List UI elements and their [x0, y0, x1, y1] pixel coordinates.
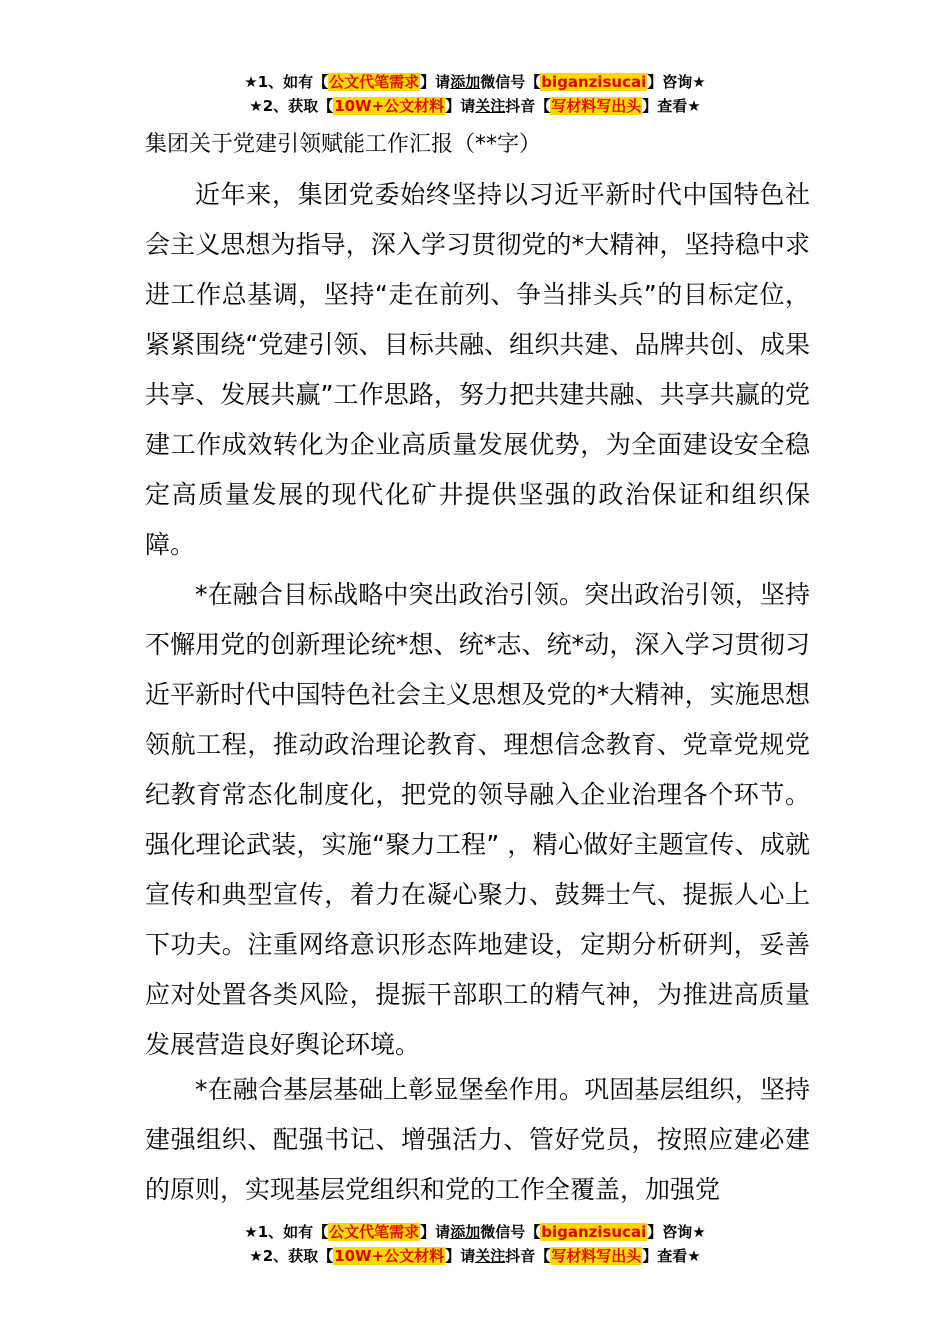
banner-highlight: 公文代笔需求: [329, 1223, 420, 1241]
banner-line-2: [0, 94, 950, 118]
banner-text: 】请: [420, 1223, 451, 1241]
banner-text: 】请: [445, 1247, 476, 1265]
document-title: 集团关于党建引领赋能工作汇报（**字）: [145, 132, 542, 157]
header-banner: [0, 70, 950, 118]
banner-underline: 关注: [475, 97, 506, 115]
banner-underline: 添加: [450, 73, 481, 91]
banner-text: 抖音【: [505, 97, 551, 115]
banner-text: ★1、如有【: [244, 73, 329, 91]
banner-line-1: [0, 70, 950, 94]
banner-text: 】请: [445, 97, 476, 115]
banner-text: ★2、获取【: [249, 97, 334, 115]
banner-text: ★1、如有【: [244, 1223, 329, 1241]
banner-text: 】请: [420, 73, 451, 91]
banner-text: 】查看★: [642, 1247, 701, 1265]
banner-wechat-id: biganzisucai: [541, 1223, 647, 1241]
banner-highlight: 10W+公文材料: [334, 1247, 445, 1265]
paragraph-grassroots: *在融合基层基础上彰显堡垒作用。巩固基层组织，坚持建强组织、配强书记、增强活力、管好党员，按照应建必建的原则，实现基层党组织和党的工作全覆盖，加强党: [145, 1075, 810, 1204]
paragraph-political-leadership: *在融合目标战略中突出政治引领。突出政治引领，坚持不懈用党的创新理论统*想、统*志、统*动，深入学习贯彻习近平新时代中国特色社会主义思想及党的*大精神，实施思想领航工程，推动政治理论教育、理想信念教育、党章党规党纪教育常态化制度化，把党的领导融入企业治理各个环节。强化理论武装，实施“聚力工程” ，精心做好主题宣传、成就宣传和典型宣传，着力在凝心聚力、鼓舞士气、提振人心上下功夫。注重网络意识形态阵地建设，定期分析研判，妥善应对处置各类风险，提振干部职工的精气神，为推进高质量发展营造良好舆论环境。: [145, 580, 810, 1059]
banner-text: 微信号【: [480, 73, 541, 91]
banner-text: 抖音【: [505, 1247, 551, 1265]
footer-banner: [0, 1220, 950, 1268]
banner-douyin-id: 写材料写出头: [551, 97, 642, 115]
banner-line-2: [0, 1244, 950, 1268]
banner-highlight: 10W+公文材料: [334, 97, 445, 115]
banner-text: 】查看★: [642, 97, 701, 115]
banner-text: 】咨询★: [647, 1223, 706, 1241]
banner-highlight: 公文代笔需求: [329, 73, 420, 91]
banner-wechat-id: biganzisucai: [541, 73, 647, 91]
banner-text: 微信号【: [480, 1223, 541, 1241]
banner-underline: 添加: [450, 1223, 481, 1241]
banner-text: 】咨询★: [647, 73, 706, 91]
banner-line-1: [0, 1220, 950, 1244]
banner-underline: 关注: [475, 1247, 506, 1265]
banner-text: ★2、获取【: [249, 1247, 334, 1265]
paragraph-intro: 近年来，集团党委始终坚持以习近平新时代中国特色社会主义思想为指导，深入学习贯彻党的*大精神，坚持稳中求进工作总基调，坚持“走在前列、争当排头兵”的目标定位，紧紧围绕“党建引领、目标共融、组织共建、品牌共创、成果共享、发展共赢”工作思路，努力把共建共融、共享共赢的党建工作成效转化为企业高质量发展优势，为全面建设安全稳定高质量发展的现代化矿井提供坚强的政治保证和组织保障。: [145, 180, 810, 559]
banner-douyin-id: 写材料写出头: [551, 1247, 642, 1265]
